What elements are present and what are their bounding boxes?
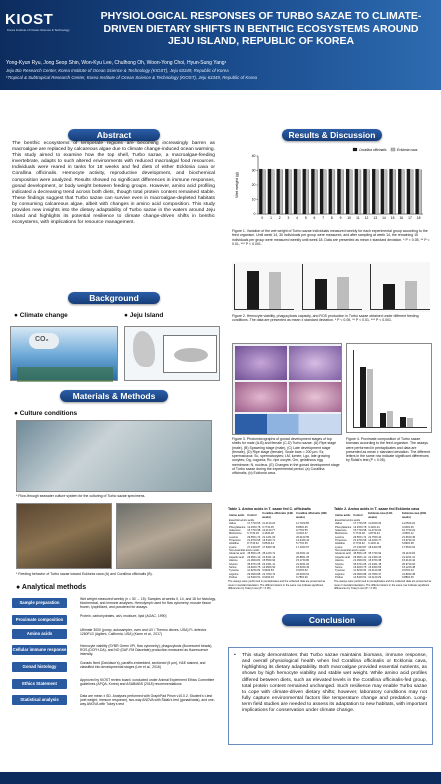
x-tick-label: 8 — [330, 216, 333, 220]
table-header-cell: Ecklonia cava (14th weeks) — [368, 512, 393, 519]
table-cell: 35.77±0.92 — [368, 552, 382, 556]
table-cell: 29.99±1.13 — [353, 555, 367, 559]
table-1-note: The assays were performed in pentaplicates and the collected data are presented as mean ± standard deviation. The different letters in the same row indicate significant differences by Tukey's test (P < 0.05). — [228, 580, 326, 590]
table-cell: 4.87±0.44 — [368, 532, 380, 536]
y-tick-label: 0 — [253, 212, 256, 217]
table-cell: 16.92±0.75 — [353, 565, 367, 569]
method-label: Statistical analysis — [12, 695, 67, 705]
bar — [360, 367, 366, 427]
table-1-title: Table 1. Amino acids in T. sazae fed C. officinalis — [228, 507, 311, 511]
figure-2-caption: Figure 2. Hemocyte viability, phagocytosis capacity, and ROS production in Turbo sazae obtained under different feeding conditions. The data are presented as mean ± standard deviation. * P < 0.05, ** P < 0.01, *** P < 0.001. — [232, 314, 419, 323]
table-cell: Histidine — [335, 542, 345, 546]
methods-heading: Materials & Methods — [60, 390, 168, 402]
table-cell: Glycine — [229, 562, 238, 566]
table-row — [228, 576, 329, 579]
table-cell: 5.85±0.44 — [262, 542, 274, 546]
legend-swatch — [391, 148, 395, 151]
table-cell: 15.21±0.44 — [402, 559, 416, 563]
bar — [405, 281, 417, 309]
table-cell: Lysine — [229, 545, 237, 549]
x-tick-label: 15 — [390, 216, 395, 220]
y-tick-label: 30 — [251, 168, 256, 173]
bar-ecklonia-cava — [341, 170, 344, 214]
table-cell: 11.27±0.32 — [368, 529, 382, 533]
poster-title: PHYSIOLOGICAL RESPONSES OF TURBO SAZAE TO CLIMATE-DRIVEN DIETARY SHIFTS IN BENTHIC ECOSYSTEMS AROUND JEJU ISLAND, REPUBLIC OF KOREA — [100, 10, 422, 47]
bar-ecklonia-cava — [288, 170, 291, 214]
table-cell: 15.12±0.38 — [402, 565, 416, 569]
table-cell: 21.00±1.62 — [296, 562, 310, 566]
bar-corallina-officinalis — [346, 169, 349, 214]
table-cell: 35.12±0.71 — [262, 552, 276, 556]
bar — [337, 277, 349, 309]
table-group-label: Essential amino acids — [229, 519, 255, 523]
table-cell: 22.13±0.44 — [368, 555, 382, 559]
table-cell: Proline — [229, 575, 238, 579]
method-label: Proximate composition — [12, 615, 67, 625]
method-text: Protein, carbohydrates, ash, moisture, lipid (AOAC, 1990) — [80, 614, 167, 618]
bar — [380, 413, 386, 427]
bar-corallina-officinalis — [285, 169, 288, 214]
table-cell: 9.00±0.45 — [402, 525, 414, 529]
bar-corallina-officinalis — [407, 169, 410, 214]
y-axis-label: Wet weight (g) — [234, 172, 239, 198]
climate-change-text: Climate change — [19, 312, 68, 319]
analytical-methods-text: Analytical methods — [21, 584, 87, 591]
proximate-axes — [353, 350, 427, 428]
bar-ecklonia-cava — [410, 170, 413, 214]
table-cell: 17.77±0.55 — [247, 522, 261, 526]
method-text: Hemocyte viability (SYBR Green I/PI, flow cytometry), phagocytosis (fluorescent beads), ROS (DCFH-DA), and NO (DAF-FM Diacetate) production measured as fluorescence intensity. — [80, 644, 213, 657]
table-cell: 17.84±0.36 — [262, 545, 276, 549]
table-cell: 12.54±0.51 — [353, 575, 367, 579]
table-cell: Methionine — [335, 532, 348, 536]
climate-change-label: ● Climate change — [14, 312, 68, 319]
table-cell: 10.11±0.29 — [368, 575, 382, 579]
viability-chart — [234, 264, 294, 310]
table-cell: Glutamic acid — [229, 552, 245, 556]
table-cell: 21.09±0.81 — [247, 559, 261, 563]
table-cell: 33.11±0.93 — [402, 552, 415, 556]
table-cell: 11.73±0.55 — [296, 522, 309, 526]
table-cell: 15.97±0.38 — [368, 559, 382, 563]
table-cell: 21.97±0.95 — [353, 539, 367, 543]
micrograph-d — [289, 382, 341, 412]
y-tick-label: 20 — [251, 183, 256, 188]
table-cell: 11.52±0.39 — [353, 569, 367, 573]
bar — [383, 284, 395, 309]
korea-peninsula — [133, 331, 155, 367]
x-tick-label: 5 — [304, 216, 307, 220]
table-cell: Tyrosine — [335, 569, 345, 573]
micrograph-a — [235, 346, 287, 380]
table-cell: 21.97±0.95 — [247, 539, 261, 543]
immune-charts — [232, 262, 430, 312]
table-cell: 34.00±1.22 — [296, 552, 310, 556]
table-cell: 9.77±0.35 — [262, 525, 274, 529]
affiliation-1: Jeju Bio Research Center, Korea Institute of Ocean Science & Technology (KIOST), Jeju 63349, Republic of Korea — [6, 68, 229, 73]
feeding-photo-a — [16, 503, 112, 569]
bar-ecklonia-cava — [314, 170, 317, 214]
table-cell: 15.55±0.92 — [262, 559, 276, 563]
table-cell: Methionine — [229, 532, 242, 536]
table-cell: 4.55±0.12 — [402, 532, 414, 536]
bar-ecklonia-cava — [401, 170, 404, 214]
background-heading: Background — [68, 292, 160, 304]
x-tick-label: 4 — [296, 216, 299, 220]
table-cell: 18.44±0.55 — [368, 545, 382, 549]
table-cell: 21.02±1.01 — [402, 555, 416, 559]
table-cell: 6.11±0.11 — [368, 542, 380, 546]
x-tick-label: 10 — [347, 216, 352, 220]
table-cell: 17.10±0.67 — [296, 545, 310, 549]
bar-corallina-officinalis — [277, 169, 280, 214]
figure-1-caption: Figure 1. Variation of the wet weight of Turbo sazae individuals measured weekly for each experimental group according to the feed organism. Until week 14, 30 individuals per group were measured, and after sampling at week 14, the remaining 15 individuals per group were measured weekly until week 18. Data are presented as mean ± standard deviation. * P < 0.05, ** P < 0.01, *** P < 0.001. — [232, 229, 430, 246]
table-cell: 16.92±0.75 — [247, 565, 261, 569]
table-cell: 5.89±0.38 — [402, 542, 414, 546]
bar-ecklonia-cava — [384, 170, 387, 214]
table-cell: Serine — [335, 565, 343, 569]
bar-ecklonia-cava — [375, 170, 378, 214]
table-cell: 45.55±1.25 — [247, 552, 261, 556]
method-text: Wet weight measured weekly (n = 30 → 15). Samples at weeks 0, 14, and 18 for histology, biochemical, and immune analyses. Hemolymph used for flow cytometry; muscle tissue frozen, lyophilized, and powdered for assays. — [80, 597, 216, 610]
table-cell: Threonine — [335, 539, 347, 543]
co2-label: CO₂ — [35, 336, 49, 343]
method-text: Data are mean ± SD. Analyses performed with GraphPad Prism v10.0.2. Student's t-test (wet weight, immune response), two-way ANOVA with Šidák's test (gonad/stats), and one-way ANOVA with Tukey's test — [80, 694, 215, 707]
table-cell: 5.77±0.18 — [353, 532, 365, 536]
conclusion-text: This study demonstrates that Turbo sazae maintains biomass, immune response, and overall physiological health when fed Corallina officinalis or Ecklonia cava, highlighting its dietary adaptability. Both macroalgae provided essential nutrients, as shown by high hemocyte viability and stable wet weight. While amino acid profiles differed between diets, such as elevated levels in the Corallina officinalis-fed group, total protein content remained unchanged. Such resilience may enable Turbo sazae to cope with climate-driven dietary shifts; however, laboratory conditions may not fully capture environmental factors like temperature change and predation. Long-term field studies are needed to assess its adaptation to new habitats, with important implications for conservation under climate change. — [242, 653, 427, 714]
table-cell: 9.77±0.55 — [296, 529, 308, 533]
bar-corallina-officinalis — [303, 169, 306, 214]
table-cell: 9.11±0.44 — [368, 525, 380, 529]
micrograph-c — [235, 382, 287, 412]
analytical-methods-label: ● Analytical methods — [16, 584, 87, 591]
table-cell: Proline — [335, 575, 344, 579]
table-cell: Leucine — [335, 535, 345, 539]
table-cell: Isoleucine — [229, 529, 241, 533]
table-header-cell: Corallina officinalis (18th weeks) — [296, 512, 327, 519]
table-cell: 22.70±0.72 — [262, 572, 276, 576]
culture-conditions-text: Culture conditions — [19, 410, 78, 417]
table-cell: 8.77±0.42 — [247, 542, 259, 546]
x-tick-label: 7 — [322, 216, 325, 220]
table-cell: 20.01±0.55 — [296, 535, 310, 539]
x-tick-label: 16 — [399, 216, 404, 220]
figure-4-caption: Figure 4. Proximate composition of Turbo sazae biomass according to the feed organism. The assays were performed in pentaplicates and data are presented as mean ± standard deviation. The different letters in the same row indicate significant differences by Šidák's test (P < 0.05). — [346, 437, 430, 463]
table-header-cell: Control — [247, 514, 257, 518]
conclusion-heading: Conclusion — [282, 614, 382, 626]
bar-corallina-officinalis — [329, 169, 332, 214]
jeju-island-shape — [174, 348, 208, 362]
table-cell: 27.13±0.87 — [247, 545, 261, 549]
table-cell: 14.99±0.54 — [262, 565, 276, 569]
bar — [407, 418, 413, 427]
footer-bar — [0, 772, 441, 784]
jeju-map — [124, 326, 220, 381]
table-cell: Alanine — [229, 559, 238, 563]
table-cell: 15.77±0.98 — [247, 529, 261, 533]
micrograph-b — [289, 346, 341, 380]
x-tick-label: 13 — [373, 216, 378, 220]
culture-system-photo — [16, 420, 212, 492]
table-cell: 13.44±0.44 — [296, 539, 310, 543]
bar-corallina-officinalis — [337, 169, 340, 214]
table-cell: 15.03±0.33 — [296, 565, 310, 569]
culture-conditions-label: ● Culture conditions — [14, 410, 78, 417]
bar-ecklonia-cava — [297, 170, 300, 214]
gonad-micrographs — [232, 343, 342, 435]
bar-corallina-officinalis — [381, 169, 384, 214]
table-cell: 8.77±0.42 — [353, 542, 365, 546]
bar-ecklonia-cava — [393, 170, 396, 214]
table-header-cell: Amino acids — [335, 514, 351, 518]
bar — [315, 279, 327, 309]
table-2-title: Table 2. Amino acids in T. sazae fed Ecklonia cava — [334, 507, 420, 511]
method-label: Sample preparation — [12, 598, 67, 608]
table-cell: 29.99±1.13 — [247, 555, 261, 559]
table-cell: 9.78±0.30 — [296, 575, 308, 579]
table-cell: 17.77±0.55 — [353, 522, 367, 526]
table-cell: Glycine — [335, 562, 344, 566]
table-cell: 22.34±1.11 — [262, 562, 276, 566]
method-text: Gonads fixed (Davidson's), paraffin-embedded, sectioned (6 µm), H&E stained, and classified into developmental stages (Lee et al., 2016) — [80, 661, 206, 670]
bar-ecklonia-cava — [349, 170, 352, 214]
bar-corallina-officinalis — [355, 169, 358, 214]
wet-weight-chart — [228, 146, 433, 228]
x-tick-label: 3 — [287, 216, 290, 220]
legend-label: Corallina officinalis — [359, 147, 387, 152]
bar-ecklonia-cava — [262, 170, 265, 214]
table-header-cell: Amino acids — [229, 514, 245, 518]
table-cell: Arginine — [229, 572, 239, 576]
phagocytosis-chart — [302, 264, 362, 310]
x-tick-label: 2 — [278, 216, 281, 220]
table-2 — [334, 508, 435, 590]
table-cell: 10.11±0.77 — [262, 529, 276, 533]
method-label: Amino acids — [12, 629, 67, 639]
table-row — [334, 576, 435, 579]
table-cell: 11.52±0.39 — [247, 569, 261, 573]
table-cell: Phenylalanine — [335, 525, 352, 529]
table-cell: 11.69±0.33 — [368, 522, 382, 526]
feeding-photo-b — [116, 503, 212, 569]
table-cell: 15.77±0.98 — [353, 529, 367, 533]
table-cell: 22.00±0.51 — [296, 572, 310, 576]
table-cell: Histidine — [229, 542, 239, 546]
table-cell: 9.99±0.53 — [262, 569, 274, 573]
method-label: Ethics Statement — [12, 679, 67, 689]
jeju-inset — [163, 335, 217, 373]
table-cell: 11.41±0.34 — [262, 522, 276, 526]
table-cell: 21.81±1.12 — [262, 555, 276, 559]
table-cell: 9.97±0.62 — [296, 569, 308, 573]
x-tick-label: 17 — [408, 216, 412, 220]
bar-corallina-officinalis — [294, 169, 297, 214]
table-cell: 14.22±0.77 — [368, 539, 382, 543]
poster-header — [0, 0, 441, 90]
table-cell: 9.97±0.43 — [402, 569, 414, 573]
bar-corallina-officinalis — [363, 169, 366, 214]
table-cell: Tyrosine — [229, 569, 239, 573]
bar-ecklonia-cava — [332, 170, 335, 214]
bar — [247, 271, 259, 309]
table-cell: 12.54±0.51 — [247, 575, 261, 579]
table-cell: Alanine — [335, 559, 344, 563]
table-cell: Valine — [335, 522, 343, 526]
bar-ecklonia-cava — [367, 170, 370, 214]
table-cell: 10.77±0.22 — [402, 529, 416, 533]
bar — [269, 272, 281, 309]
bar-corallina-officinalis — [398, 169, 401, 214]
table-cell: 20.97±0.64 — [402, 562, 416, 566]
kiost-logo: KIOST — [5, 11, 54, 28]
table-cell: 22.78±0.47 — [368, 572, 382, 576]
table-cell: 22.75±0.44 — [368, 535, 382, 539]
bar — [387, 411, 393, 427]
table-cell: Threonine — [229, 539, 241, 543]
bar-corallina-officinalis — [259, 169, 262, 214]
method-text: Approved by KIOST review board; conducted under Animal Experiment Ethics Committee guidelines (APQA, Korea) and ASAB/ABS (2018) recommendations — [80, 678, 215, 687]
table-cell: Phenylalanine — [229, 525, 246, 529]
table-cell: 12.45±0.78 — [353, 525, 367, 529]
bar-corallina-officinalis — [372, 169, 375, 214]
figure-3-caption: Figure 3. Photomicrographs of gonad development stages of top shells for male (A-B) and female (C-D) Turbo sazae. (A) Ripe stage (male), (B) Spawning stage (male), (C) Late development stage (female), (D) Ripe stage (female). Scale bars = 200 µm. Sz, spermatozoa; Sc, spermatocytes; LM, lumen; Lgo, late growing oocytes; Og, oogonia; Ro, ripe oocyte; Gm, gelatinous egg membrane; N, nucleus. (E) Changes in the gonad development stage of Turbo sazae during the experimental period. (a) Corallina officinalis, (b) Ecklonia cava. — [232, 437, 340, 476]
table-cell: 15.17±0.80 — [296, 559, 310, 563]
y-tick-label: 40 — [251, 154, 256, 159]
table-cell: Glutamic acid — [335, 552, 351, 556]
results-heading: Results & Discussion — [282, 129, 382, 141]
bar-corallina-officinalis — [389, 169, 392, 214]
table-cell: 29.55±1.74 — [353, 535, 367, 539]
bar-ecklonia-cava — [358, 170, 361, 214]
jeju-island-label: ● Jeju Island — [124, 312, 164, 319]
table-cell: 5.77±0.35 — [296, 542, 308, 546]
table-cell: 27.13±0.87 — [353, 545, 367, 549]
table-cell: Aspartic acid — [335, 555, 350, 559]
table-cell: 17.55±0.54 — [402, 545, 416, 549]
table-cell: 29.09±0.88 — [247, 572, 261, 576]
ros-chart — [370, 264, 430, 310]
table-cell: 13.61±0.71 — [262, 539, 276, 543]
table-cell: Valine — [229, 522, 237, 526]
table-cell: 20.88±1.25 — [296, 555, 310, 559]
table-2-grid — [334, 512, 435, 579]
method-label: Gonad histology — [12, 662, 67, 672]
table-cell: 29.09±0.88 — [353, 572, 367, 576]
table-cell: 21.34±1.15 — [368, 562, 382, 566]
bar-corallina-officinalis — [416, 169, 419, 214]
table-cell: Leucine — [229, 535, 239, 539]
authors: Yong-Kyun Ryu, Jong Seop Shin, Won-Kyu Lee, Chulhong Oh, Woon-Yong Choi, Hyun-Sung Yang¹ — [6, 60, 227, 66]
table-cell: 13.97±0.31 — [402, 539, 416, 543]
table-cell: 4.01±0.27 — [296, 532, 308, 536]
logo-subtitle: Korea Institute of Ocean Science & Technology — [7, 28, 70, 32]
table-cell: 35.97±1.65 — [247, 562, 261, 566]
table-cell: Isoleucine — [335, 529, 347, 533]
table-header-cell: Ecklonia cava (18th weeks) — [402, 512, 427, 519]
x-tick-label: 0 — [261, 216, 264, 220]
table-cell: Lysine — [335, 545, 343, 549]
climate-change-illustration — [10, 326, 118, 381]
x-tick-label: 11 — [356, 216, 360, 220]
abstract-text: The benthic ecosystems of temperate regions are becoming increasingly barren as macroalgae are replaced by calcareous algae due to climate change-induced ocean warming. This study aimed to examine how the top shell, Turbo sazae, a macroalgae-feeding invertebrate, adapts to such altered environments with reduced macroalgal food resources. Individuals were reared in tanks for 18 weeks and fed diets of either Ecklonia cava or Corallina officinalis. Hemocyte activity, reproductive development, and biochemical composition were analyzed. Results showed no significant differences in immune responses, gonad development, or body weight between feeding groups. However, amino acid profiling indicated a decreasing trend across both diets, though total protein content remained stable. These findings suggest that Turbo sazae can survive even in macroalgae-depleted habitats by consuming calcareous algae, albeit with changes in amino acid composition. This study provides new insights into the dietary adaptability of Turbo sazae in the waters around Jeju Island and highlights its potential resilience to climate change-driven shifts in benthic ecosystems, with implications for resource management. — [12, 141, 215, 226]
table-cell: Serine — [229, 565, 237, 569]
method-label: Cellular immune response — [12, 645, 67, 655]
x-tick-label: 1 — [270, 216, 272, 220]
feeding-caption: * Feeding behavior of Turbo sazae toward Ecklonia cava (A) and Corallina officinalis (B). — [16, 572, 153, 576]
table-cell: 5.77±0.18 — [247, 532, 259, 536]
table-cell: 21.89±0.48 — [402, 572, 416, 576]
proximate-composition-chart — [346, 343, 432, 433]
table-group-label: Non-essential amino acids — [229, 549, 260, 553]
x-tick-label: 18 — [416, 216, 421, 220]
bar-corallina-officinalis — [320, 169, 323, 214]
method-text: Ultimate 3000 (pump, autosampler, oven and UV / Thermo dioxes, USA) FL detector 1260FLD (Agilent, California, USA) (Kwon et al., 2017) — [80, 628, 207, 637]
bar-ecklonia-cava — [280, 170, 283, 214]
y-tick-label: 10 — [251, 197, 256, 202]
conclusion-box — [228, 647, 433, 745]
bar-corallina-officinalis — [268, 169, 271, 214]
bar-ecklonia-cava — [323, 170, 326, 214]
jeju-island-text: Jeju Island — [129, 312, 164, 319]
x-tick-label: 12 — [364, 216, 369, 220]
table-cell: 15.33±0.66 — [368, 565, 382, 569]
table-cell: Aspartic acid — [229, 555, 244, 559]
bar-ecklonia-cava — [306, 170, 309, 214]
x-tick-label: 14 — [382, 216, 386, 220]
table-header-cell: Corallina officinalis (14th weeks) — [262, 512, 294, 519]
bullet-icon: • — [234, 653, 236, 658]
seafloor — [17, 367, 113, 382]
x-tick-label: 9 — [339, 216, 342, 220]
table-header-cell: Control — [353, 514, 363, 518]
table-2-note: The assays were performed in pentaplicates and the collected data are presented as mean ± standard deviation. The different letters in the same row indicate significant differences by Tukey's test (P < 0.05). — [334, 580, 432, 590]
table-cell: 9.88±0.45 — [402, 575, 414, 579]
table-cell: 45.55±1.25 — [353, 552, 367, 556]
legend-swatch — [353, 148, 357, 151]
bar — [367, 369, 373, 427]
legend-label: Ecklonia cava — [397, 147, 418, 152]
culture-caption: * Flow-through seawater culture system for the culturing of Turbo sazae specimens. — [16, 494, 146, 498]
table-cell: 21.66±0.45 — [402, 535, 416, 539]
affiliation-2: ¹Tropical & Subtropical Research Center, Korea Institute of Ocean Science & Technology (KIOST), Jeju 63349, Republic of Korea — [6, 75, 258, 80]
bar — [400, 417, 406, 427]
table-cell: 8.85±0.35 — [296, 525, 308, 529]
table-cell: 21.12±1.00 — [262, 535, 276, 539]
table-cell: 29.55±1.74 — [247, 535, 261, 539]
table-cell: 21.09±0.81 — [353, 559, 367, 563]
abstract-heading: Abstract — [68, 129, 160, 141]
table-cell: 12.45±0.78 — [247, 525, 261, 529]
x-tick-label: 6 — [313, 216, 316, 220]
table-cell: 10.11±0.38 — [368, 569, 382, 573]
table-cell: 9.90±0.33 — [262, 575, 274, 579]
bar-ecklonia-cava — [271, 170, 274, 214]
table-group-label: Essential amino acids — [335, 519, 361, 523]
table-1-grid — [228, 512, 329, 579]
table-cell: Arginine — [335, 572, 345, 576]
table-cell: 4.15±0.28 — [262, 532, 274, 536]
stage-chart-e — [235, 414, 341, 434]
bar-ecklonia-cava — [419, 170, 422, 214]
table-1 — [228, 508, 329, 590]
table-group-label: Non-essential amino acids — [335, 549, 366, 553]
table-cell: 11.65±0.34 — [402, 522, 415, 526]
table-cell: 35.97±1.65 — [353, 562, 367, 566]
bar-corallina-officinalis — [311, 169, 314, 214]
